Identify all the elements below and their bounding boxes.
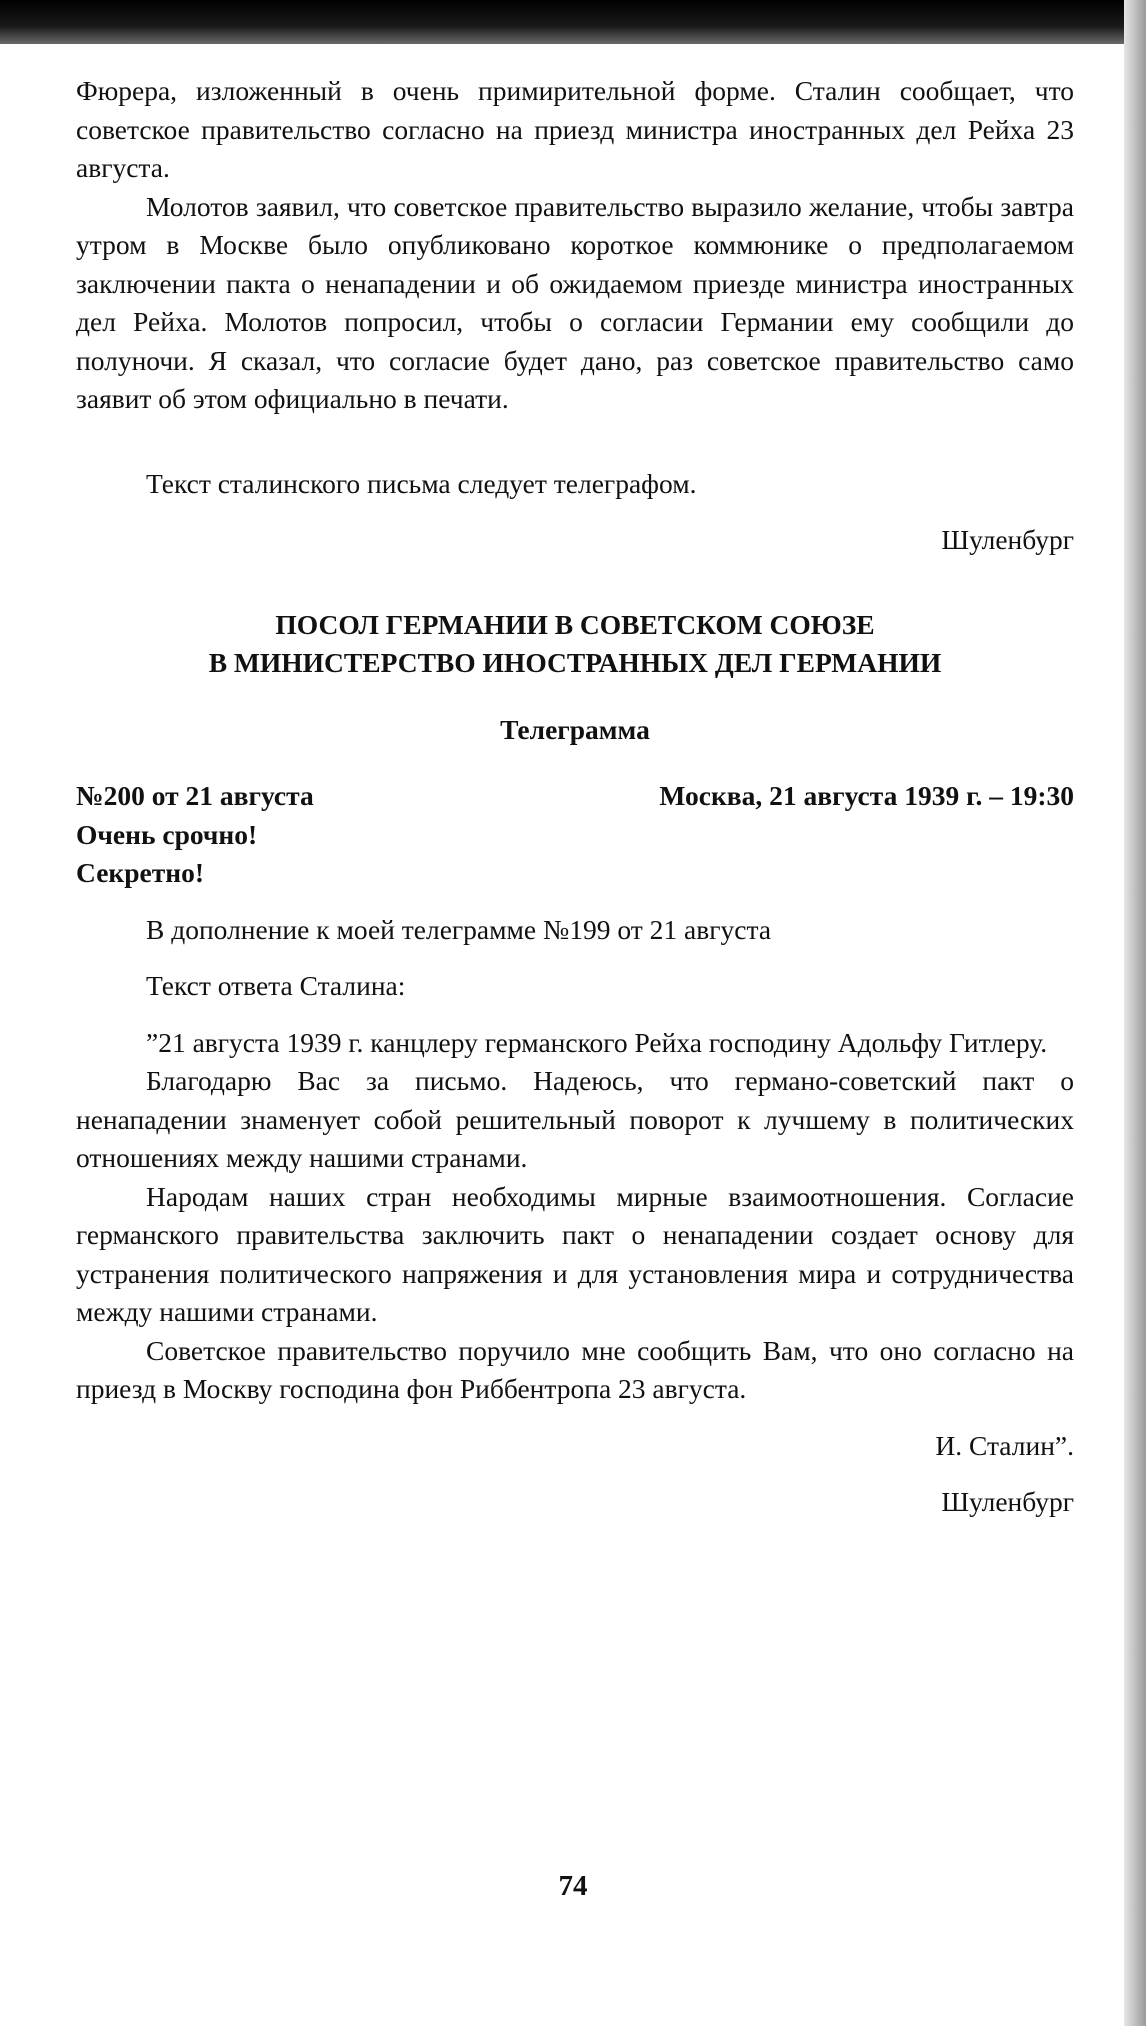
page-body: [76, 72, 1074, 1522]
letter-paragraph-thanks: Благодарю Вас за письмо. Надеюсь, что германо-советский пакт о ненападении знаменует собой решительный поворот к лучшему в политических отношениях между нашими странами.: [76, 1065, 1074, 1173]
letter-signature-stalin: И. Сталин”.: [935, 1429, 1074, 1461]
telegram-meta-row: [76, 777, 1074, 816]
telegram-secrecy: Секретно!: [76, 857, 205, 888]
letter-paragraph-visit: Советское правительство поручило мне сообщить Вам, что оно согласно на приезд в Москву господина фон Риббентропа 23 августа.: [76, 1334, 1074, 1404]
page-number: 74: [558, 1870, 588, 1902]
telegram-urgency: Очень срочно!: [76, 818, 258, 850]
signature-schulenburg-2: Шуленбург: [941, 1486, 1074, 1517]
paragraph-letter-follows: Текст сталинского письма следует телеграфом.: [146, 467, 697, 499]
scan-right-edge: [1124, 0, 1146, 2026]
subheading-telegram: Телеграмма: [500, 713, 650, 745]
scan-top-edge: [0, 0, 1146, 44]
answer-intro: Текст ответа Сталина:: [146, 970, 406, 1001]
heading-line-1: ПОСОЛ ГЕРМАНИИ В СОВЕТСКОМ СОЮЗЕ: [275, 608, 875, 640]
telegram-number: №200 от 21 августа: [76, 780, 314, 811]
paragraph-continuation: Фюрера, изложенный в очень примирительной форме. Сталин сообщает, что советское правительство согласно на приезд министра иностранных дел Рейха 23 августа.: [76, 75, 1074, 183]
telegram-place-time: Москва, 21 августа 1939 г. – 19:30: [659, 780, 1074, 811]
heading-line-2: В МИНИСТЕРСТВО ИНОСТРАННЫХ ДЕЛ ГЕРМАНИИ: [208, 647, 942, 678]
letter-address: ”21 августа 1939 г. канцлеру германского Рейха господину Адольфу Гитлеру.: [146, 1026, 1048, 1058]
paragraph-molotov: Молотов заявил, что советское правительство выразило желание, чтобы завтра утром в Москве было опубликовано короткое коммюнике о предполагаемом заключении пакта о ненападении и об ожидаемом приезде министра иностранных дел Рейха. Молотов попросил, чтобы о согласии Германии ему сообщили до полуночи. Я сказал, что согласие будет дано, раз советское правительство само заявит об этом официально в печати.: [76, 190, 1074, 414]
telegram-reference: В дополнение к моей телеграмме №199 от 21 августа: [146, 913, 772, 945]
signature-schulenburg-1: Шуленбург: [941, 524, 1074, 555]
letter-paragraph-peace: Народам наших стран необходимы мирные взаимоотношения. Согласие германского правительства заключить пакт о ненападении создает основу для устранения политического напряжения и для установления мира и сотрудничества между нашими странами.: [76, 1180, 1074, 1327]
